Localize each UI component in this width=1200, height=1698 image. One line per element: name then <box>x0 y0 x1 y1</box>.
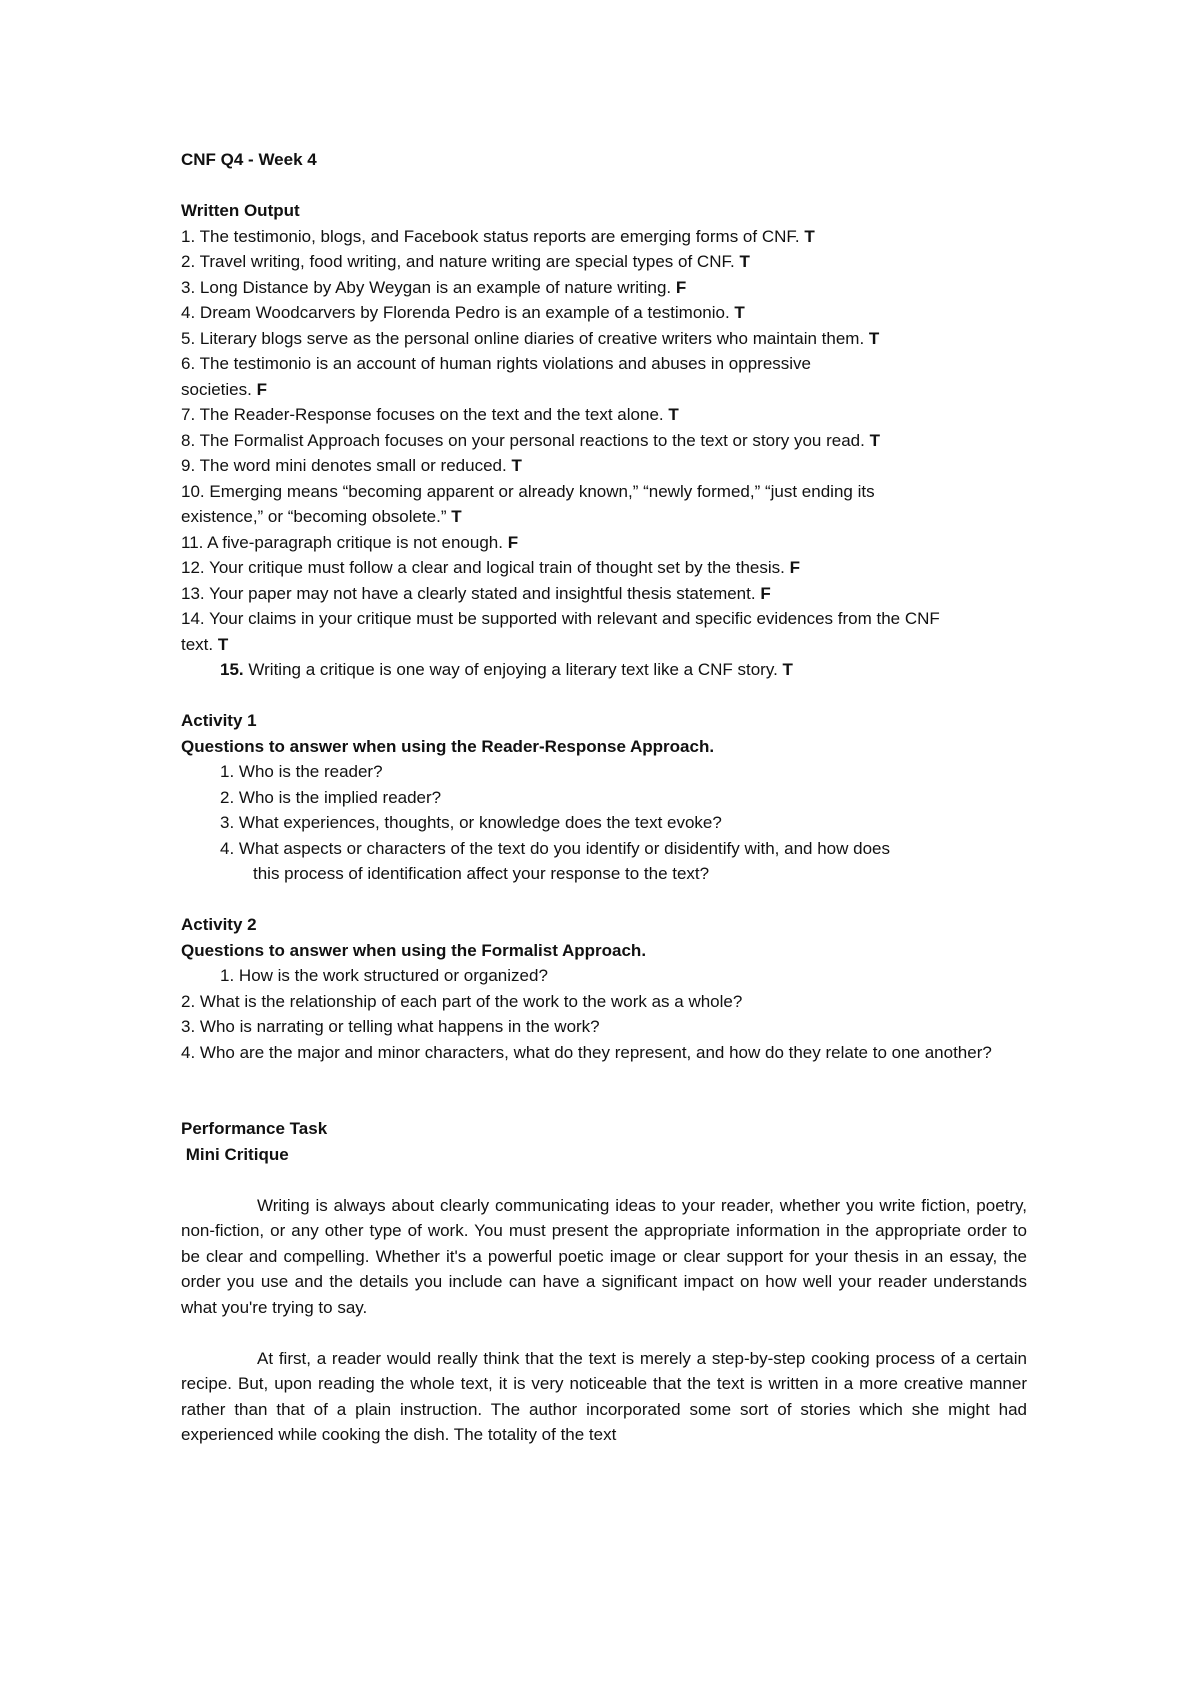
item-number: 2 <box>220 787 230 807</box>
item-text: Dream Woodcarvers by Florenda Pedro is an example of a testimonio. <box>199 303 730 322</box>
list-item: 4. Who are the major and minor characters, what do they represent, and how do they relate to one another? <box>181 1042 992 1062</box>
item-answer: T <box>782 660 793 679</box>
spacer <box>181 683 1027 709</box>
item-answer: T <box>511 456 522 475</box>
item-number: 10 <box>181 481 200 501</box>
item-text: What experiences, thoughts, or knowledge does the text evoke? <box>238 813 722 832</box>
item-number: 14 <box>181 609 200 628</box>
document-title: CNF Q4 - Week 4 <box>181 150 317 169</box>
item-text: The Formalist Approach focuses on your personal reactions to the text or story you read. <box>199 430 865 450</box>
list-item: 14. Your claims in your critique must be supported with relevant and specific evidences from the CNF text. T <box>181 609 940 654</box>
item-answer: T <box>804 226 815 246</box>
activity1-heading: Activity 1 <box>181 711 257 730</box>
item-answer: F <box>789 558 800 577</box>
item-answer: T <box>668 405 679 424</box>
item-number: 4 <box>181 303 191 322</box>
item-number: 1 <box>220 762 230 781</box>
item-answer: F <box>675 277 687 297</box>
item-answer: T <box>868 328 880 348</box>
list-item: 4. Dream Woodcarvers by Florenda Pedro is an example of a testimonio. T <box>181 303 745 322</box>
item-number: 4 <box>220 838 230 858</box>
item-answer: T <box>217 634 229 654</box>
list-item: 13. Your paper may not have a clearly stated and insightful thesis statement. F <box>181 583 771 603</box>
document-content <box>181 147 1027 1448</box>
item-number: 3 <box>181 1017 191 1036</box>
list-item: 1. How is the work structured or organized? <box>220 966 548 985</box>
item-number: 13 <box>181 583 200 603</box>
written-output-heading: Written Output <box>181 201 300 220</box>
spacer <box>181 173 1027 199</box>
item-answer: T <box>734 303 745 322</box>
item-answer: T <box>451 507 462 526</box>
item-number: 4 <box>181 1042 191 1062</box>
item-text: Who is the reader? <box>238 762 383 781</box>
list-item: 1. The testimonio, blogs, and Facebook status reports are emerging forms of CNF. T <box>181 226 815 246</box>
spacer <box>181 1065 1027 1116</box>
list-item: 11. A five-paragraph critique is not enough. F <box>181 532 519 552</box>
list-item: 9. The word mini denotes small or reduced. T <box>181 456 522 475</box>
activity1-subheading: Questions to answer when using the Reader-Response Approach. <box>181 736 715 756</box>
activity2-subheading: Questions to answer when using the Formalist Approach. <box>181 940 647 960</box>
spacer <box>181 1320 1027 1346</box>
item-text: Who is narrating or telling what happens in the work? <box>199 1017 600 1036</box>
item-number: 15 <box>220 660 239 679</box>
item-number: 6 <box>181 354 191 373</box>
item-answer: T <box>869 430 880 450</box>
paragraph: At first, a reader would really think that the text is merely a step-by-step cooking process of a certain recipe. But, upon reading the whole text, it is very noticeable that the text is written in a more creative manner rather than that of a plain instruction. The author incorporated some sort of stories which she might had experienced while cooking the dish. The totality of the text <box>181 1348 1027 1444</box>
spacer <box>181 887 1027 913</box>
item-number: 9 <box>181 456 191 475</box>
list-item: 10. Emerging means “becoming apparent or already known,” “newly formed,” “just ending its existence,” or “becoming obsolete.” T <box>181 481 875 526</box>
list-item: 15. Writing a critique is one way of enjoying a literary text like a CNF story. T <box>220 660 793 679</box>
item-text: Who is the implied reader? <box>238 787 442 807</box>
item-answer: F <box>507 532 519 552</box>
performance-task-subheading: Mini Critique <box>181 1144 289 1164</box>
item-number: 11 <box>181 532 199 552</box>
item-text: The testimonio is an account of human rights violations and abuses in oppressive societies. <box>181 354 812 399</box>
item-text: Who are the major and minor characters, what do they represent, and how do they relate to one another? <box>199 1042 992 1062</box>
item-text: Literary blogs serve as the personal online diaries of creative writers who maintain them. <box>199 328 865 348</box>
spacer <box>181 1167 1027 1193</box>
item-number: 1 <box>220 966 230 985</box>
item-text: Your critique must follow a clear and logical train of thought set by the thesis. <box>209 558 785 577</box>
item-answer: F <box>760 583 771 603</box>
list-item: 3. What experiences, thoughts, or knowledge does the text evoke? <box>220 813 722 832</box>
list-item: 6. The testimonio is an account of human rights violations and abuses in oppressive societies. F <box>181 354 812 399</box>
item-number: 3 <box>220 813 230 832</box>
item-text: Emerging means “becoming apparent or already known,” “newly formed,” “just ending its existence,” or “becoming obsolete.” <box>181 481 875 526</box>
list-item: 2. Travel writing, food writing, and nature writing are special types of CNF. T <box>181 252 750 271</box>
item-text: The testimonio, blogs, and Facebook status reports are emerging forms of CNF. <box>199 226 800 246</box>
item-number: 2 <box>181 991 191 1011</box>
item-text: Travel writing, food writing, and nature writing are special types of CNF. <box>199 252 735 271</box>
item-text: How is the work structured or organized? <box>238 966 548 985</box>
performance-task-heading: Performance Task <box>181 1119 328 1138</box>
list-item: 8. The Formalist Approach focuses on your personal reactions to the text or story you read. T <box>181 430 880 450</box>
item-number: 3 <box>181 277 191 297</box>
item-text: What is the relationship of each part of the work to the work as a whole? <box>199 991 743 1011</box>
item-answer: T <box>739 252 750 271</box>
activity2-heading: Activity 2 <box>181 915 257 934</box>
item-text: Writing a critique is one way of enjoying a literary text like a CNF story. <box>248 660 778 679</box>
list-item: 12. Your critique must follow a clear and logical train of thought set by the thesis. F <box>181 558 800 577</box>
item-text: Your claims in your critique must be supported with relevant and specific evidences from the CNF text. <box>181 609 940 654</box>
list-item: 2. What is the relationship of each part of the work to the work as a whole? <box>181 991 743 1011</box>
item-text: The word mini denotes small or reduced. <box>199 456 507 475</box>
item-number: 8 <box>181 430 191 450</box>
list-item: 1. Who is the reader? <box>220 762 383 781</box>
item-number: 5 <box>181 328 191 348</box>
item-text: Long Distance by Aby Weygan is an example of nature writing. <box>199 277 672 297</box>
item-text: Your paper may not have a clearly stated and insightful thesis statement. <box>209 583 756 603</box>
list-item: 2. Who is the implied reader? <box>220 787 442 807</box>
list-item: 3. Long Distance by Aby Weygan is an example of nature writing. F <box>181 277 687 297</box>
list-item-continuation: this process of identification affect your response to the text? <box>253 864 710 883</box>
item-text: The Reader-Response focuses on the text and the text alone. <box>199 405 664 424</box>
item-text: A five-paragraph critique is not enough. <box>207 532 503 552</box>
list-item: 7. The Reader-Response focuses on the text and the text alone. T <box>181 405 679 424</box>
item-number: 12 <box>181 558 200 577</box>
item-number: 2 <box>181 252 191 271</box>
list-item: 4. What aspects or characters of the text do you identify or disidentify with, and how does <box>220 838 890 858</box>
list-item: 3. Who is narrating or telling what happens in the work? <box>181 1017 600 1036</box>
item-number: 7 <box>181 405 191 424</box>
item-answer: F <box>256 379 267 399</box>
paragraph: Writing is always about clearly communicating ideas to your reader, whether you write fiction, poetry, non-fiction, or any other type of work. You must present the appropriate information in the appropriate order to be clear and compelling. Whether it's a powerful poetic image or clear support for your thesis in an essay, the order you use and the details you include can have a significant impact on how well your reader understands what you're trying to say. <box>181 1195 1027 1317</box>
item-number: 1 <box>181 226 191 246</box>
list-item: 5. Literary blogs serve as the personal online diaries of creative writers who maintain them. T <box>181 328 880 348</box>
item-text: What aspects or characters of the text do you identify or disidentify with, and how does <box>238 838 890 858</box>
